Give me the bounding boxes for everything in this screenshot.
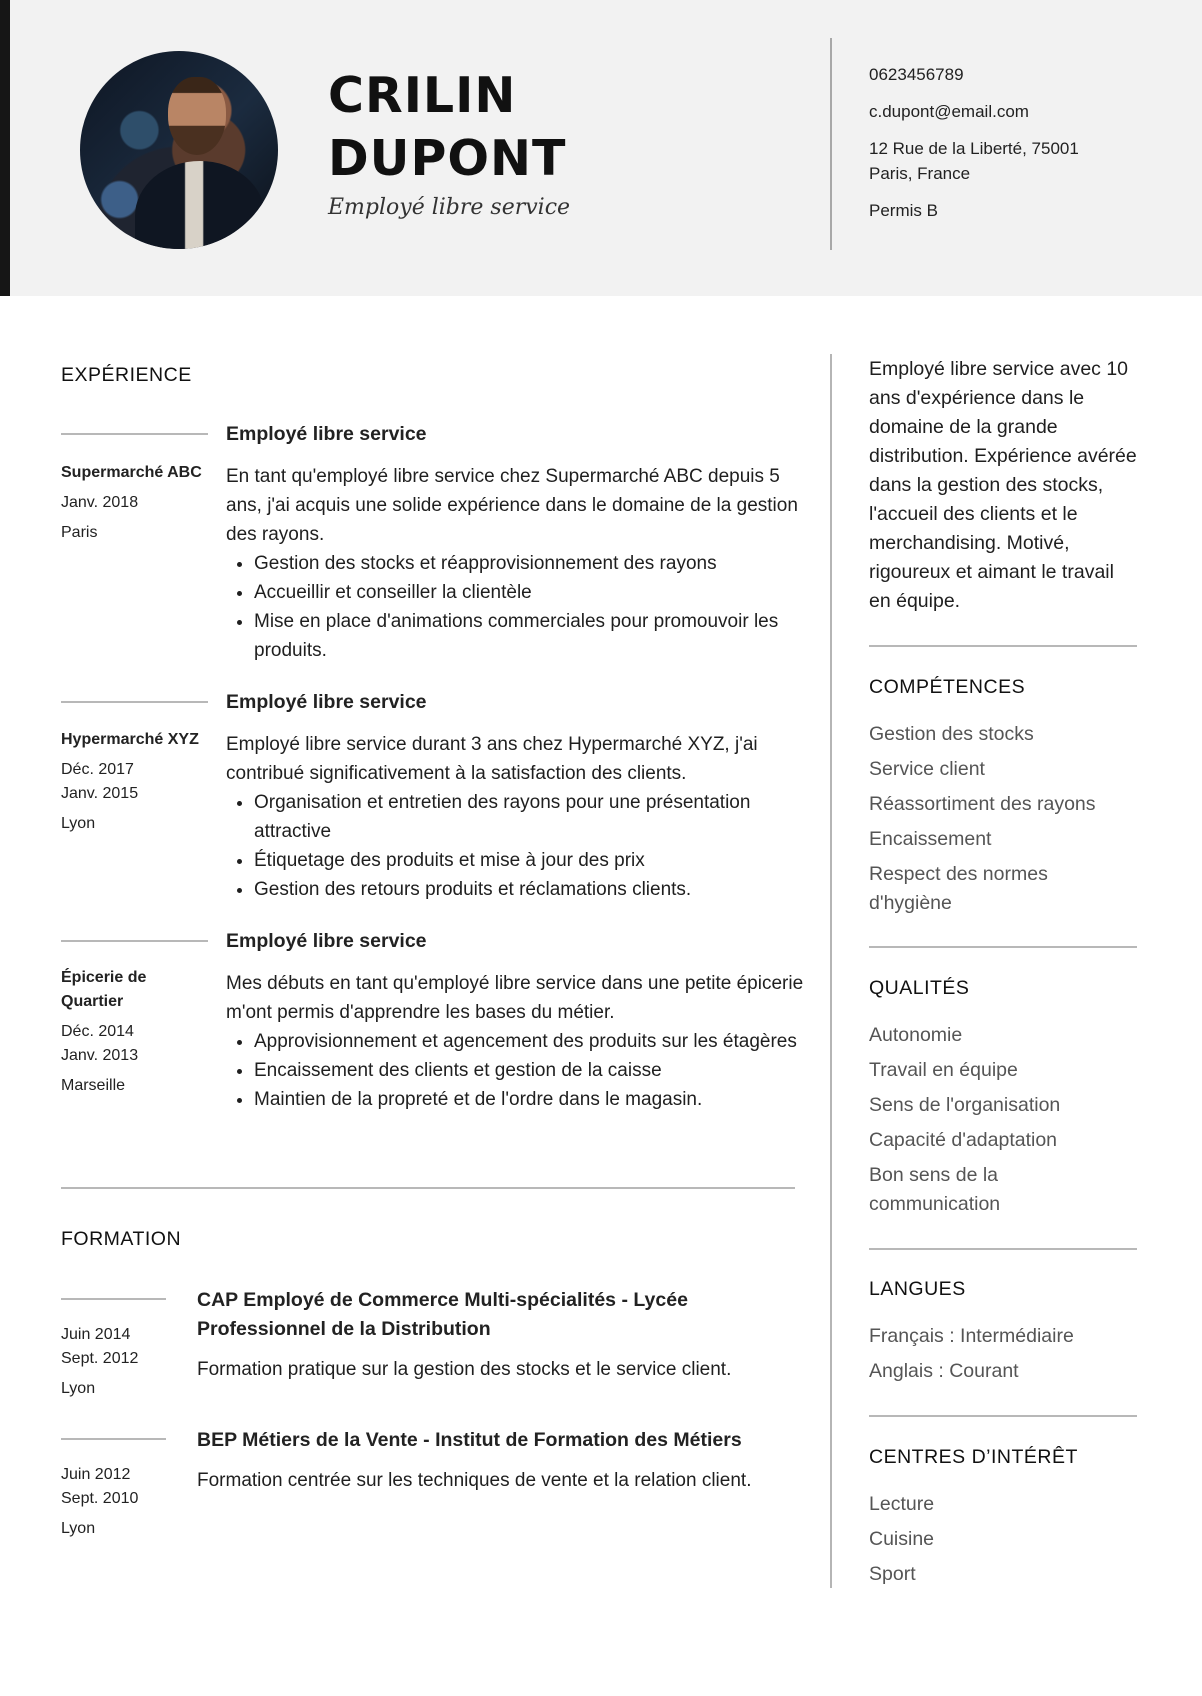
education-degree: BEP Métiers de la Vente - Institut de Formation des Métiers (197, 1429, 742, 1451)
job-bullets (226, 549, 806, 665)
profile-summary: Employé libre service avec 10 ans d'expérience dans le domaine de la grande distribution. Expérience avérée dans la gestion des stocks, l'accueil des clients et le merchandising. Motivé, rigoureux et aimant le travail en équipe. (869, 358, 1137, 612)
languages-title: LANGUES (869, 1278, 966, 1300)
job-position: Employé libre service (226, 423, 427, 445)
sidebar-rule (869, 1248, 1137, 1250)
phone: 0623456789 (869, 65, 964, 84)
candidate-name (328, 64, 566, 190)
job-title: Employé libre service (328, 195, 571, 220)
job-meta (61, 966, 211, 1098)
quality-item: Capacité d'adaptation (869, 1129, 1058, 1151)
left-accent-bar (0, 0, 10, 296)
interest-item: Lecture (869, 1493, 935, 1515)
experience-title: EXPÉRIENCE (61, 364, 192, 386)
education-description: Formation centrée sur les techniques de vente et la relation client. (197, 1470, 752, 1491)
job-company: Épicerie de Quartier (61, 969, 147, 1010)
last-name: DUPONT (328, 130, 567, 187)
education-degree: CAP Employé de Commerce Multi-spécialités - Lycée Professionnel de la Distribution (197, 1289, 688, 1340)
section-rule (61, 1187, 795, 1189)
job-body (226, 969, 806, 1114)
interests-title: CENTRES D’INTÉRÊT (869, 1446, 1078, 1468)
language-item: Français : Intermédiaire (869, 1325, 1074, 1347)
header-divider (830, 38, 832, 250)
skill-item: Gestion des stocks (869, 723, 1034, 745)
quality-item: Sens de l'organisation (869, 1094, 1061, 1116)
skill-item: Réassortiment des rayons (869, 793, 1096, 815)
job-bullet: • Encaissement des clients et gestion de la caisse (254, 1056, 806, 1085)
education-city: Lyon (61, 1380, 96, 1397)
job-date-end: Déc. 2017 (61, 761, 134, 778)
job-bullet: • Mise en place d'animations commerciales pour promouvoir les produits. (254, 607, 806, 665)
job-bullets (226, 1027, 806, 1114)
language-item: Anglais : Courant (869, 1360, 1019, 1382)
job-bullets (226, 788, 806, 904)
job-company: Supermarché ABC (61, 464, 202, 481)
job-bullet: • Gestion des retours produits et réclamations clients. (254, 875, 806, 904)
job-meta (61, 728, 211, 836)
skill-item: Service client (869, 758, 985, 780)
education-date-start: Sept. 2010 (61, 1490, 139, 1507)
job-position: Employé libre service (226, 930, 427, 952)
column-divider (830, 354, 832, 1588)
education-city: Lyon (61, 1520, 96, 1537)
job-description: Employé libre service durant 3 ans chez Hypermarché XYZ, j'ai contribué significativement à la satisfaction des clients. (226, 734, 758, 784)
interest-item: Sport (869, 1563, 916, 1585)
job-date-start: Janv. 2013 (61, 1047, 139, 1064)
email: c.dupont@email.com (869, 102, 1029, 121)
job-description: En tant qu'employé libre service chez Supermarché ABC depuis 5 ans, j'ai acquis une solide expérience dans le domaine de la gestion des rayons. (226, 466, 798, 545)
profile-photo (80, 51, 278, 249)
sidebar-rule (869, 946, 1137, 948)
education-description: Formation pratique sur la gestion des stocks et le service client. (197, 1359, 732, 1380)
job-position: Employé libre service (226, 691, 427, 713)
job-bullet: • Approvisionnement et agencement des produits sur les étagères (254, 1027, 806, 1056)
job-city: Lyon (61, 815, 96, 832)
job-body (226, 730, 806, 904)
quality-item: Travail en équipe (869, 1059, 1018, 1081)
languages-list (869, 1322, 1129, 1392)
job-company: Hypermarché XYZ (61, 731, 199, 748)
job-date: Janv. 2018 (61, 494, 139, 511)
job-bullet: • Organisation et entretien des rayons pour une présentation attractive (254, 788, 806, 846)
sidebar-rule (869, 1415, 1137, 1417)
job-meta (61, 461, 211, 545)
job-rule (61, 701, 208, 703)
education-title: FORMATION (61, 1228, 182, 1250)
job-rule (61, 433, 208, 435)
job-city: Paris (61, 524, 98, 541)
job-bullet: • Accueillir et conseiller la clientèle (254, 578, 806, 607)
education-date-end: Juin 2012 (61, 1466, 131, 1483)
photo-body (135, 161, 265, 249)
job-bullet: • Étiquetage des produits et mise à jour des prix (254, 846, 806, 875)
job-description: Mes débuts en tant qu'employé libre service dans une petite épicerie m'ont permis d'apprendre les bases du métier. (226, 973, 804, 1023)
quality-item: Bon sens de la communication (869, 1164, 1001, 1215)
skill-item: Encaissement (869, 828, 992, 850)
job-date-end: Déc. 2014 (61, 1023, 134, 1040)
education-rule (61, 1438, 166, 1440)
interests-list (869, 1490, 1129, 1595)
contact-block (869, 62, 1119, 235)
photo-face (168, 77, 226, 155)
job-rule (61, 940, 208, 942)
job-body (226, 462, 806, 665)
qualities-title: QUALITÉS (869, 977, 970, 999)
education-date-start: Sept. 2012 (61, 1350, 139, 1367)
job-bullet: • Gestion des stocks et réapprovisionnement des rayons (254, 549, 806, 578)
job-city: Marseille (61, 1077, 126, 1094)
driving-license: Permis B (869, 201, 938, 220)
education-rule (61, 1298, 166, 1300)
quality-item: Autonomie (869, 1024, 963, 1046)
sidebar-rule (869, 645, 1137, 647)
skills-title: COMPÉTENCES (869, 676, 1026, 698)
address: 12 Rue de la Liberté, 75001 Paris, France (869, 139, 1079, 183)
skills-list (869, 720, 1129, 924)
interest-item: Cuisine (869, 1528, 935, 1550)
first-name: CRILIN (328, 67, 517, 124)
job-bullet: • Maintien de la propreté et de l'ordre dans le magasin. (254, 1085, 806, 1114)
skill-item: Respect des normes d'hygiène (869, 863, 1048, 914)
qualities-list (869, 1021, 1129, 1225)
education-date-end: Juin 2014 (61, 1326, 131, 1343)
education-meta (61, 1463, 138, 1541)
education-meta (61, 1323, 138, 1401)
job-date-start: Janv. 2015 (61, 785, 139, 802)
